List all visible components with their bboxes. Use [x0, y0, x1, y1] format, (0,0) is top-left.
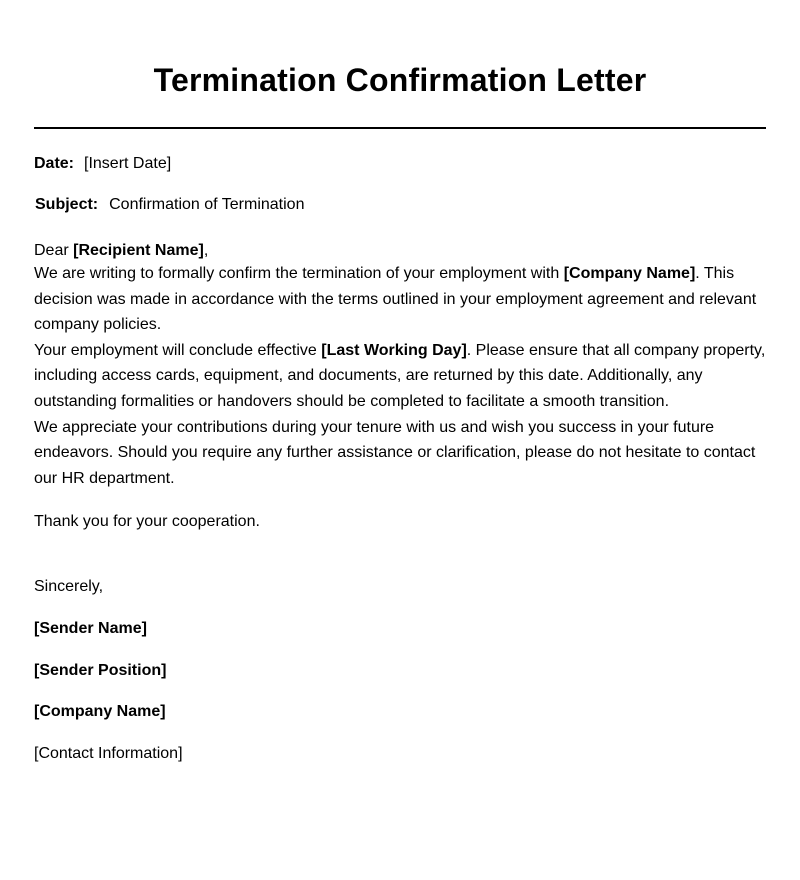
closing-line: Sincerely, — [34, 578, 104, 596]
sender-name: [Sender Name] — [34, 620, 147, 638]
thanks-line: Thank you for your cooperation. — [34, 513, 260, 531]
signature-company-name: [Company Name] — [34, 703, 166, 721]
salutation-prefix: Dear — [34, 242, 74, 259]
p2-last-working-day: [Last Working Day] — [321, 341, 467, 359]
body-paragraph-termination — [34, 261, 766, 338]
sender-position: [Sender Position] — [34, 662, 167, 680]
recipient-name: [Recipient Name] — [73, 242, 204, 259]
p1-text-before: We are writing to formally confirm the termination of your employment with — [34, 265, 564, 282]
contact-information: [Contact Information] — [34, 745, 183, 763]
p1-text-after: . This decision was made in accordance with the terms outlined in your employment agreement and relevant company policies. — [34, 265, 757, 334]
p2-text-after: . Please ensure that all company property, including access cards, equipment, and documents, are returned by this date. Additionally, any outstanding formalities or handovers should be completed to facilitate a smooth transition. — [34, 341, 766, 410]
salutation — [34, 241, 766, 261]
p2-text-before: Your employment will conclude effective — [34, 341, 322, 359]
title-divider — [34, 127, 766, 129]
body-paragraph-last-day — [34, 338, 766, 415]
p1-company-name: [Company Name] — [563, 265, 696, 282]
date-label: Date: — [34, 155, 75, 172]
subject-value: Confirmation of Termination — [109, 196, 305, 213]
letter-title: Termination Confirmation Letter — [153, 62, 647, 98]
body-paragraph-appreciation: We appreciate your contributions during your tenure with us and wish you success in your future endeavors. Should you require any further assistance or clarification, please do not hesitate to contact our HR department. — [34, 418, 756, 487]
subject-row — [34, 195, 766, 215]
date-value: [Insert Date] — [84, 155, 172, 172]
date-row — [34, 154, 766, 174]
salutation-suffix: , — [203, 242, 209, 259]
subject-label: Subject: — [35, 196, 99, 213]
